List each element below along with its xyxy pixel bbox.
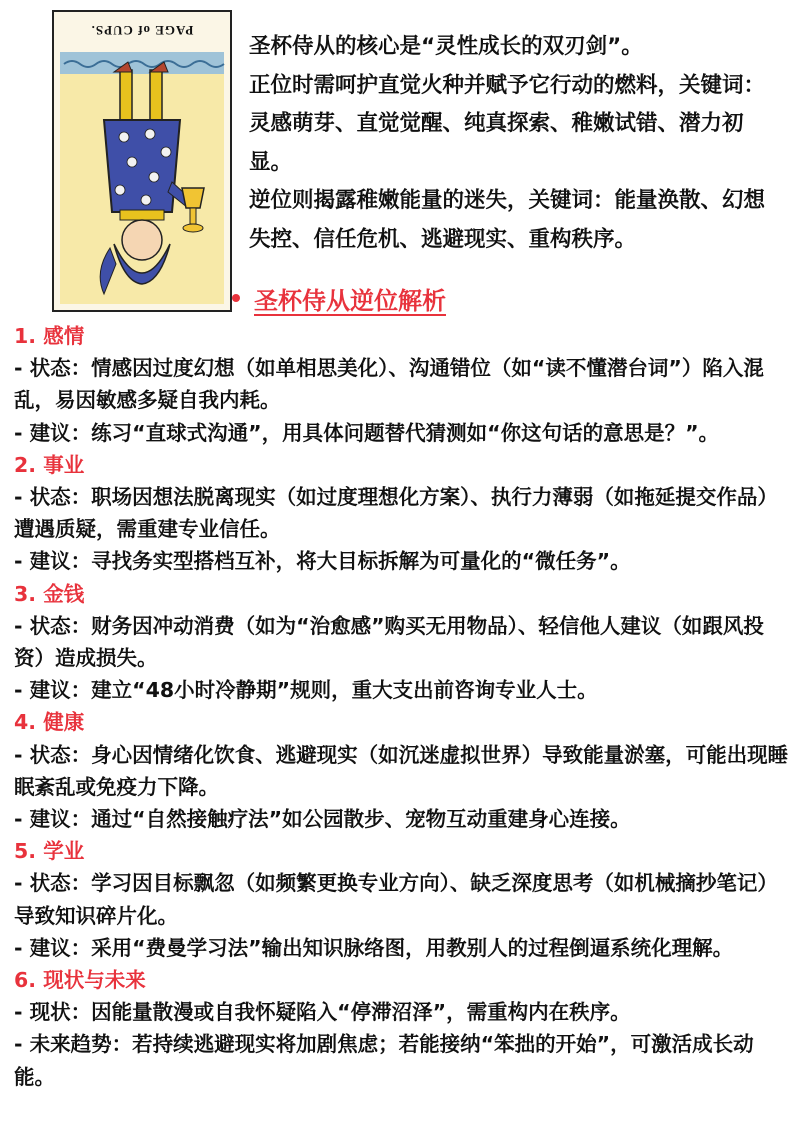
category-study bbox=[14, 835, 792, 964]
category-money bbox=[14, 578, 792, 707]
intro-paragraph-2: 正位时需呵护直觉火种并赋予它行动的燃料，关键词：灵感萌芽、直觉觉醒、纯真探索、稚嫩试错、潜力初显。 bbox=[249, 72, 766, 175]
advice-line: - 建议：通过“自然接触疗法”如公园散步、宠物互动重建身心连接。 bbox=[14, 807, 631, 832]
category-title: 4. 健康 bbox=[14, 710, 85, 735]
category-health bbox=[14, 706, 792, 835]
advice-line: - 建议：寻找务实型搭档互补，将大目标拆解为可量化的“微任务”。 bbox=[14, 549, 631, 574]
reading-content bbox=[14, 320, 792, 1093]
category-career bbox=[14, 449, 792, 578]
future-line: - 未来趋势：若持续逃避现实将加剧焦虑；若能接纳“笨拙的开始”，可激活成长动能。 bbox=[14, 1032, 754, 1089]
category-title: 2. 事业 bbox=[14, 452, 85, 477]
advice-line: - 建议：练习“直球式沟通”，用具体问题替代猜测如“你这句话的意思是？”。 bbox=[14, 420, 720, 445]
advice-line: - 建议：建立“48小时冷静期”规则，重大支出前咨询专业人士。 bbox=[14, 678, 598, 703]
intro-paragraph-1: 圣杯侍从的核心是“灵性成长的双刃剑”。 bbox=[249, 34, 643, 59]
section-heading bbox=[232, 280, 446, 316]
page-of-cups-reversed-illustration bbox=[54, 12, 230, 310]
category-title: 5. 学业 bbox=[14, 839, 85, 864]
bullet-dot-icon bbox=[232, 294, 240, 302]
category-love bbox=[14, 320, 792, 449]
category-present-future bbox=[14, 964, 792, 1093]
card-caption: PAGE of CUPS. bbox=[90, 23, 194, 38]
intro-text bbox=[249, 28, 769, 259]
status-line: - 状态：身心因情绪化饮食、逃避现实（如沉迷虚拟世界）导致能量淤塞，可能出现睡眠紊乱或免疫力下降。 bbox=[14, 742, 789, 799]
status-line: - 状态：情感因过度幻想（如单相思美化）、沟通错位（如“读不懂潜台词”）陷入混乱，易因敏感多疑自我内耗。 bbox=[14, 356, 764, 413]
category-title: 3. 金钱 bbox=[14, 581, 85, 606]
present-line: - 现状：因能量散漫或自我怀疑陷入“停滞沼泽”，需重构内在秩序。 bbox=[14, 1000, 631, 1025]
category-title: 6. 现状与未来 bbox=[14, 968, 146, 993]
status-line: - 状态：学习因目标飘忽（如频繁更换专业方向）、缺乏深度思考（如机械摘抄笔记）导致知识碎片化。 bbox=[14, 871, 778, 928]
tarot-card-image bbox=[52, 10, 232, 312]
section-title: 圣杯侍从逆位解析 bbox=[254, 286, 446, 315]
category-title: 1. 感情 bbox=[14, 324, 85, 348]
status-line: - 状态：财务因冲动消费（如为“治愈感”购买无用物品）、轻信他人建议（如跟风投资）造成损失。 bbox=[14, 613, 764, 671]
advice-line: - 建议：采用“费曼学习法”输出知识脉络图，用教别人的过程倒逼系统化理解。 bbox=[14, 935, 734, 960]
status-line: - 状态：职场因想法脱离现实（如过度理想化方案）、执行力薄弱（如拖延提交作品）遭遇质疑，需重建专业信任。 bbox=[14, 485, 778, 542]
intro-paragraph-3: 逆位则揭露稚嫩能量的迷失，关键词：能量涣散、幻想失控、信任危机、逃避现实、重构秩序。 bbox=[249, 188, 766, 252]
